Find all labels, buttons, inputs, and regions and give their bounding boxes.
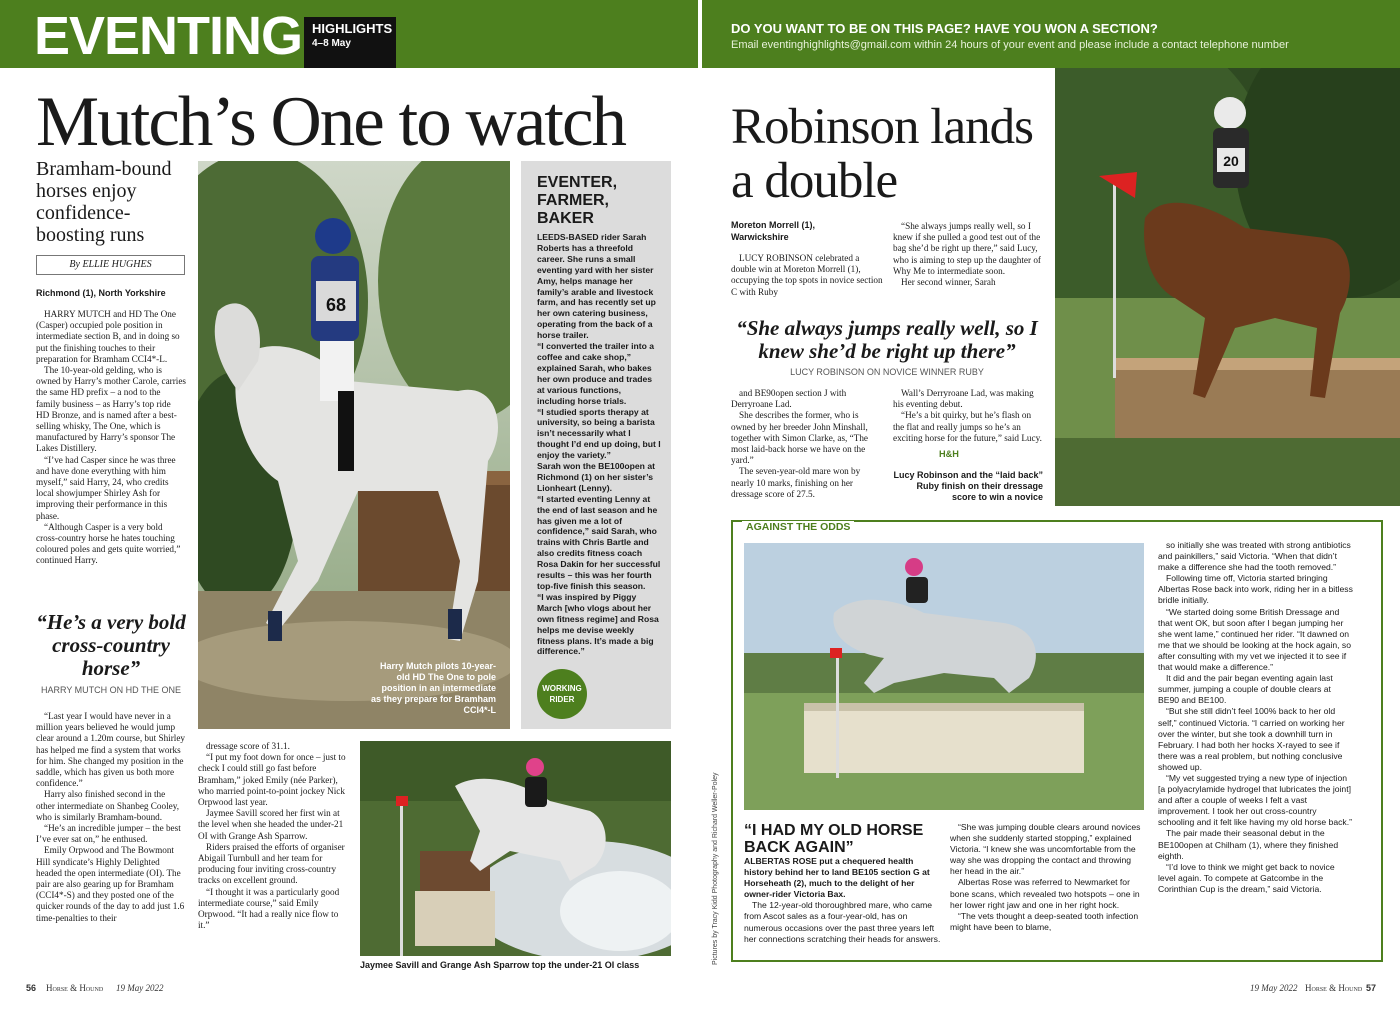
paragraph: Emily Orpwood and The Bowmont Hill syndicate’s Highly Delighted headed the open intermediate (OI). The pair are also gearing up for Bramham (CCI4*-S) and they posted one of the quicker rounds of the day to add just 1.6 time-penalties to their xyxy=(36,845,185,923)
paragraph: The 12-year-old thoroughbred mare, who came from Ascot sales as a four-year-old, has on numerous occasions over the past three years left her connections scratching their heads for answers. xyxy=(744,900,941,944)
paragraph: “I converted the trailer into a coffee and cake shop,” explained Sarah, who bakes her own produce and trades at various functions, including horse trials. xyxy=(537,341,654,406)
paragraph: “I put my foot down for once – just to check I could still go fast before Bramham,” joked Emily (née Parker), who married point-to-point jockey Nick Orpwood last year. xyxy=(198,752,346,808)
paragraph: She describes the former, who is owned by her breeder John Minshall, together with Simon Clarke, as, “The most laid-back horse we have on the yard.” xyxy=(731,410,869,466)
right-magazine-name: Horse & Hound xyxy=(1305,983,1363,993)
paragraph: HARRY MUTCH and HD The One (Casper) occupied pole position in intermediate section B, and in doing so put the finishing touches to their preparation for Bramham CCI4*-L. xyxy=(36,309,180,364)
paragraph: “I was inspired by Piggy March [who vlogs about her own fitness regime] and Rosa helps me devise weekly fitness plans. It’s made a big difference.” xyxy=(537,591,659,657)
paragraph: Albertas Rose was referred to Newmarket for bone scans, which revealed two hotspots – one in her lower right jaw and one in her right hock. xyxy=(950,877,1140,910)
sidebar-body xyxy=(537,232,661,657)
right-headline: Robinson lands a double xyxy=(731,99,1033,209)
right-pull-quote: “She always jumps really well, so I knew she’d be right up there” xyxy=(736,316,1038,363)
paragraph: “She always jumps really well, so I knew if she pulled a good test out of the bag she’d be right up there,” said Lucy, who is aiming to step up the daughter of Why Me to intermediate soon. xyxy=(893,221,1041,276)
left-magazine-name: Horse & Hound xyxy=(46,983,104,993)
paragraph: Following time off, Victoria started bringing Albertas Rose back into work, riding her in a bitless bridle initially. xyxy=(1158,573,1353,606)
paragraph: Riders praised the efforts of organiser Abigail Turnbull and her team for producing four inviting cross-country tracks on excellent ground. xyxy=(198,841,345,886)
box-column-2 xyxy=(950,822,1144,933)
photo-albertas-rose xyxy=(744,543,1144,810)
paragraph: “He’s a bit quirky, but he’s flash on the flat and really jumps so he’s an exciting horse for the future,” said Lucy. xyxy=(893,410,1042,443)
box-headline: “I HAD MY OLD HORSE BACK AGAIN” xyxy=(744,822,924,856)
paragraph: The 10-year-old gelding, who is owned by Harry’s mother Carole, carries the same HD prefix – a nod to the family business – as Harry’s top ride HD Bronze, and is named after a best-selling whisky, The One, which is manufactured by Harry’s sponsor The Lakes Distillery. xyxy=(36,365,187,454)
page-gutter xyxy=(698,0,702,68)
left-location: Richmond (1), North Yorkshire xyxy=(36,288,166,298)
section-logo: EVENTING xyxy=(34,6,303,66)
paragraph: “I started eventing Lenny at the end of last season and he has given me a lot of confidence,” said Sarah, who trains with Chris Bartle and also credits fitness coach Rosa Dakin for her successful results – this was her fourth top-five finish this season. xyxy=(537,493,661,591)
photo1-caption: Harry Mutch pilots 10-year-old HD The One to pole position in an intermediate as they prepare for Bramham CCI4*-L xyxy=(370,661,496,715)
paragraph: “I’ve had Casper since he was three and have done everything with him myself,” said Harry, 24, who credits local showjumper Shirley Ash for improving their performance in this phase. xyxy=(36,454,176,521)
paragraph: LUCY ROBINSON celebrated a double win at Moreton Morrell (1), occupying the top spots in novice section C with Ruby xyxy=(731,253,883,297)
paragraph: Sarah won the BE100open at Richmond (1) on her sister’s Lionheart (Lenny). xyxy=(537,461,655,493)
left-issue-date: 19 May 2022 xyxy=(116,983,164,993)
highlights-label: HIGHLIGHTS xyxy=(312,21,393,36)
paragraph: Harry also finished second in the other intermediate on Shanbeg Cooley, who is similarly Bramham-bound. xyxy=(36,789,180,822)
right-location: Moreton Morrell (1), Warwickshire xyxy=(731,220,816,242)
box-column-1 xyxy=(744,856,942,945)
photo2-caption: Jaymee Savill and Grange Ash Sparrow top the under-21 OI class xyxy=(360,960,640,970)
photo-jaymee-savill xyxy=(360,741,671,956)
paragraph: “I’d love to think we might get back to novice level again. To compete at Gatcombe in the Corinthian Cup is the dream,” said Victoria. xyxy=(1158,861,1335,894)
paragraph: “I studied sports therapy at university, so being a barista isn’t necessarily what I thought I’d end up doing, but I enjoy the variety.” xyxy=(537,406,661,461)
paragraph: “He’s an incredible jumper – the best I’ve ever sat on,” he enthused. xyxy=(36,823,181,845)
paragraph: LEEDS-BASED rider Sarah Roberts has a threefold career. She runs a small eventing yard with her sister Amy, helps manage her family’s arable and livestock farm, and has recently set up her own catering business, operating from the back of a horse trailer. xyxy=(537,232,656,341)
sidebar-title: EVENTER, FARMER, BAKER xyxy=(537,174,618,227)
photo-credit: Pictures by Tracy Kidd Photography and Richard Weller-Poley xyxy=(712,772,719,965)
right-column-4 xyxy=(893,388,1043,444)
promo-subtitle: Email eventinghighlights@gmail.com within 24 hours of your event and please include a contact telephone number xyxy=(731,39,1289,51)
paragraph: The pair made their seasonal debut in the BE100open at Chilham (1), where they finished eighth. xyxy=(1158,828,1339,861)
highlights-box xyxy=(304,17,396,68)
right-column-3 xyxy=(731,388,881,500)
paragraph: “She was jumping double clears around novices when she suddenly started stopping,” explained Victoria. “I knew she was uncomfortable from the way she was dropping the contact and throwing her head in the air.” xyxy=(950,822,1141,877)
paragraph: It did and the pair began eventing again last summer, jumping a couple of double clears at BE90 and BE100. xyxy=(1158,673,1333,706)
paragraph: Jaymee Savill scored her first win at the level when she headed the under-21 OI with Grange Ash Sparrow. xyxy=(198,808,344,841)
standfirst: Bramham-bound horses enjoy confidence-boosting runs xyxy=(36,158,172,246)
paragraph: “We started doing some British Dressage and that went OK, but soon after I began jumping her she went lame,” continued her rider. “It dawned on me that we should be looking at the hock again, so after consulting with my vet we injected it to see if that would make a difference.” xyxy=(1158,606,1352,673)
pull-quote: “He’s a very bold cross-country horse” xyxy=(36,610,186,680)
paragraph: so initially she was treated with strong antibiotics and painkillers,” said Victoria. “When that didn’t make a difference she had the tooth removed.” xyxy=(1158,540,1351,573)
promo-title: DO YOU WANT TO BE ON THIS PAGE? HAVE YOU WON A SECTION? xyxy=(731,21,1158,36)
paragraph: “I thought it was a particularly good intermediate course,” said Emily Orpwood. “It had a really nice flow to it.” xyxy=(198,886,340,931)
right-column-1 xyxy=(731,253,884,298)
left-column-2 xyxy=(198,741,346,931)
paragraph: The seven-year-old mare won by nearly 10 marks, finishing on her dressage score of 27.5. xyxy=(731,466,861,499)
right-page-number: 57 xyxy=(1366,983,1377,993)
paragraph: “Last year I would have never in a million years believed he would jump clear around a 1.20m course, but Shirley has helped me find a system that works for him. She changed my position in the saddle, which has given us both more confidence.” xyxy=(36,711,185,789)
right-column-2 xyxy=(893,221,1043,288)
paragraph: dressage score of 31.1. xyxy=(206,741,290,751)
box-column-3 xyxy=(1158,540,1354,895)
right-pull-quote-attribution: LUCY ROBINSON ON NOVICE WINNER RUBY xyxy=(790,367,984,377)
paragraph: “The vets thought a deep-seated tooth infection might have been to blame, xyxy=(950,910,1139,932)
working-rider-badge: WORKING RIDER xyxy=(537,669,587,719)
left-column-1 xyxy=(36,309,186,567)
right-issue-date: 19 May 2022 xyxy=(1250,983,1298,993)
paragraph: ALBERTAS ROSE put a chequered health history behind her to land BE105 section G at Horseheath (2), much to the delight of her owner-rider Victoria Bax. xyxy=(744,856,930,900)
paragraph: “Although Casper is a very bold cross-country horse he hates touching coloured poles and gets quite worried,” continued Harry. xyxy=(36,521,181,566)
paragraph: “My vet suggested trying a new type of injection [a polyacrylamide hydrogel that lubricates the joint] and after a couple of weeks I felt a vast improvement. I took her out cross-country schooling and it felt like having my old horse back.” xyxy=(1158,772,1352,828)
byline: By ELLIE HUGHES xyxy=(36,255,185,275)
bib-number-20: 20 xyxy=(1223,153,1239,169)
photo-lucy-robinson xyxy=(1055,68,1400,506)
signoff: H&H xyxy=(939,449,959,459)
photo-harry-mutch xyxy=(198,161,510,729)
highlights-dates: 4–8 May xyxy=(312,38,351,49)
paragraph: “But she still didn’t feel 100% back to her old self,” continued Victoria. “I carried on working her over the winter, but she took a downhill turn in February. I had both her hocks X-rayed to see if there was a real problem, but nothing conclusive showed up. xyxy=(1158,706,1345,772)
pull-quote-attribution: HARRY MUTCH ON HD THE ONE xyxy=(40,685,181,695)
left-page-number: 56 xyxy=(26,983,37,993)
paragraph: Wall’s Derryroane Lad, was making his eventing debut. xyxy=(893,388,1034,410)
paragraph: and BE90open section J with Derryroane Lad. xyxy=(731,388,847,410)
left-headline: Mutch’s One to watch xyxy=(36,83,626,161)
right-photo-caption: Lucy Robinson and the “laid back” Ruby finish on their dressage score to win a novice xyxy=(893,470,1043,502)
box-tag: AGAINST THE ODDS xyxy=(742,521,854,533)
bib-number-68: 68 xyxy=(325,295,347,315)
left-column-1b xyxy=(36,711,186,924)
paragraph: Her second winner, Sarah xyxy=(901,277,996,288)
